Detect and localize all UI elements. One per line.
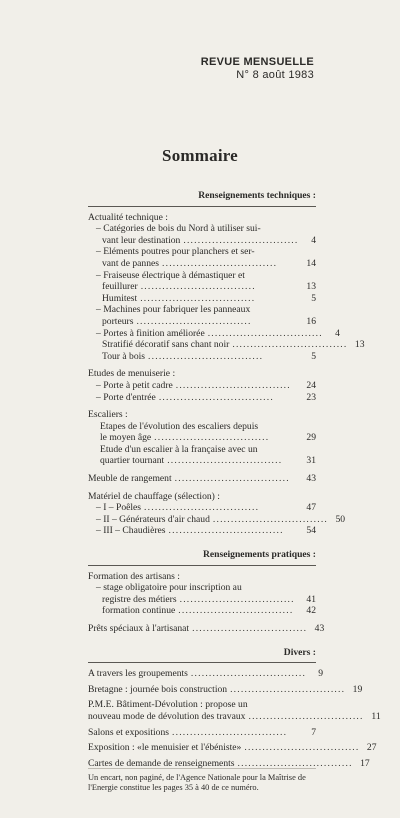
section-divider [88,565,316,566]
toc-entry: Cartes de demande de renseignements ................................ 17 [88,757,370,769]
toc-entry: Exposition : «le menuisier et l'ébéniste» ................................ 27 [88,742,377,754]
page-number: 31 [306,455,316,467]
group-label: Formation des artisans : [88,570,180,582]
group-label: Actualité technique : [88,211,168,223]
group-label: Escaliers : [88,409,128,421]
toc-entry: – I – Poêles ................................ 47 [96,502,316,514]
issue-number: N° 8 août 1983 [236,69,314,81]
group-prets [88,623,325,635]
toc-entry: Etapes de l'évolution des escaliers depuis le moyen âge ................................ 29 [100,420,316,444]
masthead [201,56,314,82]
toc-entry: – Portes à finition améliorée ................................ 4 [96,327,340,339]
group-divers [88,668,381,793]
toc-entry: – Porte à petit cadre ................................ 24 [96,379,316,391]
page-number: 43 [314,623,325,634]
toc-entry: Humitest ................................ 5 [102,292,316,304]
section-divider [88,662,316,663]
toc-entry: P.M.E. Bâtiment-Dévolution : propose un nouveau mode de dévolution des travaux ................................ 11 [88,699,381,722]
toc-entry: – stage obligatoire pour inscription au registre des métiers ................................ 41 [96,582,316,605]
page-number: 9 [318,668,324,680]
page-number: 14 [306,257,316,269]
section-divider [88,206,316,207]
group-actualite [88,211,365,363]
page-number: 19 [352,683,363,695]
page-number: 24 [306,379,316,391]
group-chauffage [88,490,346,537]
page-number: 42 [306,605,316,617]
page-number: 29 [306,432,316,444]
bottom-divider [88,768,316,769]
group-label: Matériel de chauffage (sélection) : [88,490,220,502]
toc-entry: Stratifié décoratif sans chant noir ................................ 13 [102,339,365,351]
toc-entry: – III – Chaudières ................................ 54 [96,525,316,537]
page-number: 4 [311,234,316,246]
page-title: Sommaire [162,146,238,165]
toc-entry: Prêts spéciaux à l'artisanat ................................ 43 [88,623,325,634]
toc-entry: – Machines pour fabriquer les panneaux porteurs ................................ 16 [96,304,316,327]
page-number: 23 [306,391,316,403]
toc-entry: – Catégories de bois du Nord à utiliser sui- vant leur destination ................................ 4 [96,223,316,246]
page-number: 4 [335,327,340,339]
page-number: 13 [306,281,316,293]
toc-entry: Bretagne : journée bois construction ................................ 19 [88,683,363,695]
group-meuble [88,473,316,485]
page-number: 17 [360,757,370,769]
page-number: 50 [335,513,346,525]
group-label: Etudes de menuiserie : [88,368,176,380]
group-formation [88,571,316,617]
publication-type: REVUE MENSUELLE [200,56,314,68]
page-number: 13 [354,339,365,351]
section-heading-technical: Renseignements techniques : [198,190,316,201]
page-number: 43 [306,473,316,485]
page-number: 11 [371,710,381,722]
page-number: 47 [306,502,316,514]
page-number: 41 [306,593,316,605]
toc-entry: Salons et expositions ................................ 7 [88,726,316,738]
toc-entry: – Eléments poutres pour planchers et ser- vant de pannes ................................ 14 [96,246,316,269]
page-number: 7 [311,726,316,738]
page-number: 54 [306,525,316,537]
page-number: 5 [311,350,316,362]
group-escaliers [88,409,316,467]
toc-entry: formation continue ................................ 42 [102,605,316,617]
page-number: 27 [366,742,377,754]
toc-entry: A travers les groupements ................................ 9 [88,668,324,680]
toc-entry: – Fraiseuse électrique à démastiquer et feuillurer ................................ 13 [96,269,316,293]
toc-entry: Meuble de rangement ................................ 43 [88,473,316,485]
table-of-contents [88,190,381,799]
page-number: 16 [306,315,316,327]
toc-entry: Etude d'un escalier à la française avec un quartier tournant ................................ 31 [100,443,316,467]
group-menuiserie [88,368,316,403]
toc-entry: – Porte d'entrée ................................ 23 [96,391,316,403]
footnote: Un encart, non paginé, de l'Agence Nationale pour la Maîtrise de l'Energie constitue les pages 35 à 40 de ce numéro. [88,773,306,793]
section-heading-misc: Divers : [283,646,316,658]
toc-entry: – II – Générateurs d'air chaud ................................ 50 [96,513,346,525]
section-heading-practical: Renseignements pratiques : [203,549,316,561]
toc-entry: Tour à bois ................................ 5 [102,350,316,362]
page-number: 5 [311,292,316,304]
